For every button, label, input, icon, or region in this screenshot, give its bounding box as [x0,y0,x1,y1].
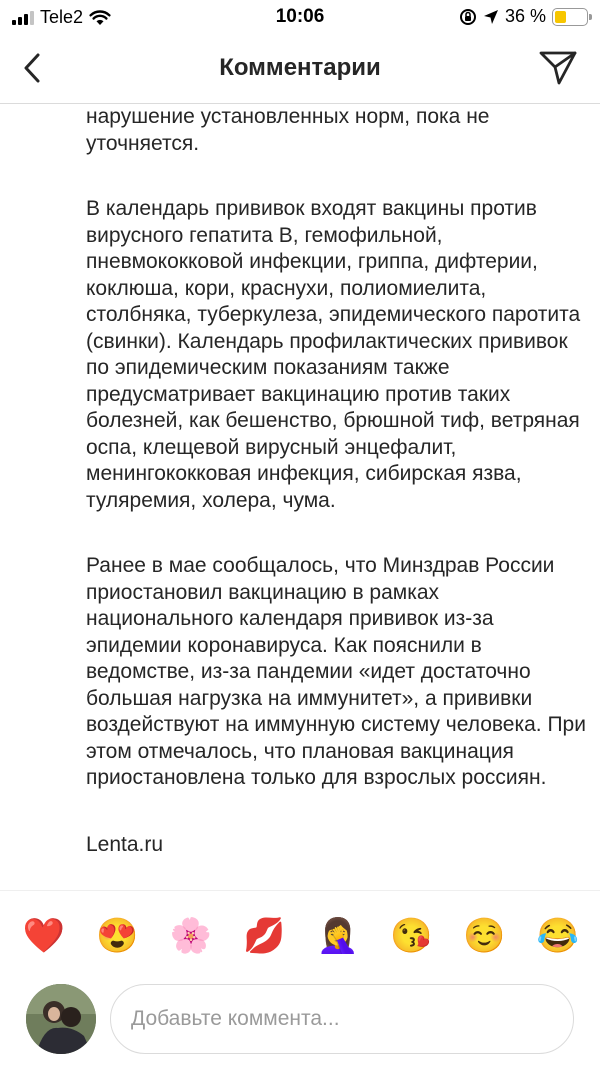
kiss-mark-emoji-button[interactable]: 💋 [243,916,286,955]
carrier-label: Tele2 [40,7,84,27]
avatar-photo [26,984,96,1054]
location-arrow-icon [483,9,499,25]
status-right [459,6,588,27]
face-blowing-kiss-emoji-button[interactable]: 😘 [389,916,433,955]
emoji-quick-reactions [0,890,600,980]
heart-emoji-button[interactable]: ❤️ [22,916,66,955]
paragraph: Ранее в мае сообщалось, что Минздрав России приостановил вакцинацию в рамках национального календаря прививок из-за эпидемии коронавируса. Как пояснили в ведомстве, из-за пандемии «идет достаточно большая нагрузка на иммунитет», а прививки воздействуют на иммунную систему человека. При этом отмечалось, что плановая вакцинация приостановлена только для взрослых россиян. [86,554,586,789]
avatar [26,984,96,1054]
heart-eyes-emoji-button[interactable]: 😍 [96,916,139,955]
clock: 10:06 [275,6,325,27]
rotation-lock-icon [459,8,477,26]
comment-composer [0,980,600,1066]
cherry-blossom-emoji-button[interactable]: 🌸 [169,916,213,955]
facepalm-woman-emoji-button[interactable]: 🤦‍♀️ [316,916,359,955]
battery-icon [552,8,588,26]
navigation-bar [0,34,600,104]
page-title: Комментарии [219,54,381,81]
battery-level [555,11,566,23]
status-bar [0,0,600,34]
battery-percent: 36 % [504,6,546,26]
comment-text [86,104,586,890]
paragraph: В календарь прививок входят вакцины против вирусного гепатита B, гемофильной, пневмококковой инфекции, гриппа, дифтерии, коклюша, кори, краснухи, полиомиелита, столбняка, туберкулеза, эпидемического паротита (свинки). Календарь профилактических прививок по эпидемическим показаниям также предусматривает вакцинацию против таких болезней, как бешенство, брюшной тиф, ветряная оспа, клещевой вирусный энцефалит, менингококковая инфекция, сибирская язва, туляремия, холера, чума. [86,197,581,512]
tears-of-joy-emoji-button[interactable]: 😂 [536,916,580,955]
paper-plane-icon [539,50,577,86]
comment-input[interactable] [110,984,574,1054]
share-button[interactable] [538,48,578,88]
source-label: Lenta.ru [86,832,164,856]
paragraph: нарушение установленных норм, пока не уточняется. [86,105,490,155]
smiling-face-emoji-button[interactable]: ☺️ [463,916,506,955]
